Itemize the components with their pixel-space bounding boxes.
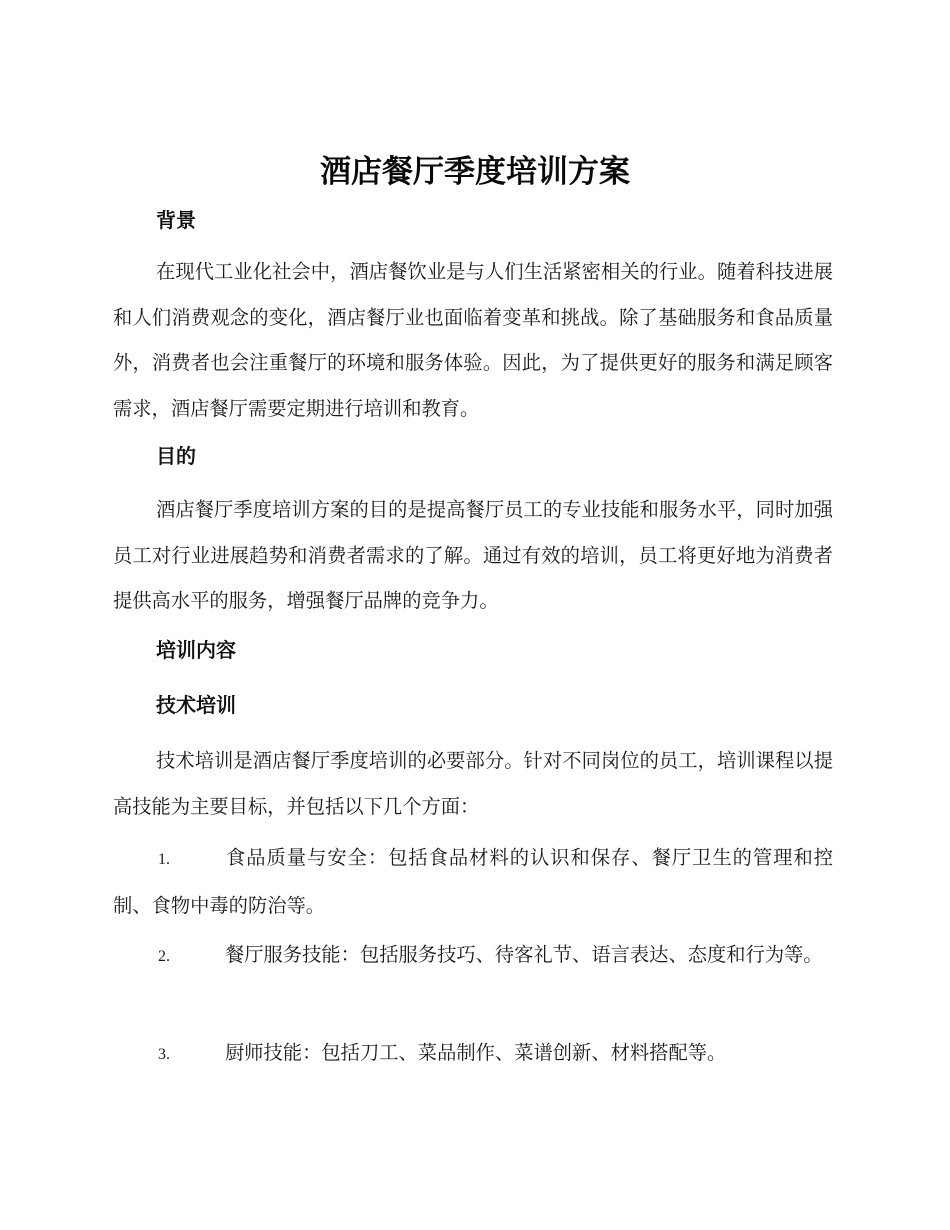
list-item <box>113 835 833 928</box>
list-item <box>113 1030 833 1078</box>
list-item-text: 厨师技能：包括刀工、菜品制作、菜谱创新、材料搭配等。 <box>225 1041 727 1064</box>
list-item <box>113 932 833 980</box>
heading-training-content: 培训内容 <box>156 638 236 662</box>
list-item-text: 食品质量与安全：包括食品材料的认识和保存、餐厅卫生的管理和控制、食物中毒的防治等。 <box>113 846 833 917</box>
paragraph-purpose: 酒店餐厅季度培训方案的目的是提高餐厅员工的专业技能和服务水平，同时加强员工对行业进展趋势和消费者需求的了解。通过有效的培训，员工将更好地为消费者提供高水平的服务，增强餐厅品牌的竞争力。 <box>113 498 833 613</box>
paragraph-background: 在现代工业化社会中，酒店餐饮业是与人们生活紧密相关的行业。随着科技进展和人们消费观念的变化，酒店餐厅业也面临着变革和挑战。除了基础服务和食品质量外，消费者也会注重餐厅的环境和服务体验。因此，为了提供更好的服务和满足顾客需求，酒店餐厅需要定期进行培训和教育。 <box>113 260 833 420</box>
heading-background: 背景 <box>156 208 196 232</box>
list-item-number: 2. <box>158 948 170 965</box>
heading-purpose: 目的 <box>156 444 196 468</box>
list-item-number: 1. <box>158 851 170 868</box>
heading-technical-training: 技术培训 <box>156 693 236 717</box>
list-item-text: 餐厅服务技能：包括服务技巧、待客礼节、语言表达、态度和行为等。 <box>225 943 823 966</box>
paragraph-technical-training: 技术培训是酒店餐厅季度培训的必要部分。针对不同岗位的员工，培训课程以提高技能为主要目标，并包括以下几个方面： <box>113 749 833 818</box>
list-item-number: 3. <box>158 1046 170 1063</box>
document-title: 酒店餐厅季度培训方案 <box>320 154 630 190</box>
